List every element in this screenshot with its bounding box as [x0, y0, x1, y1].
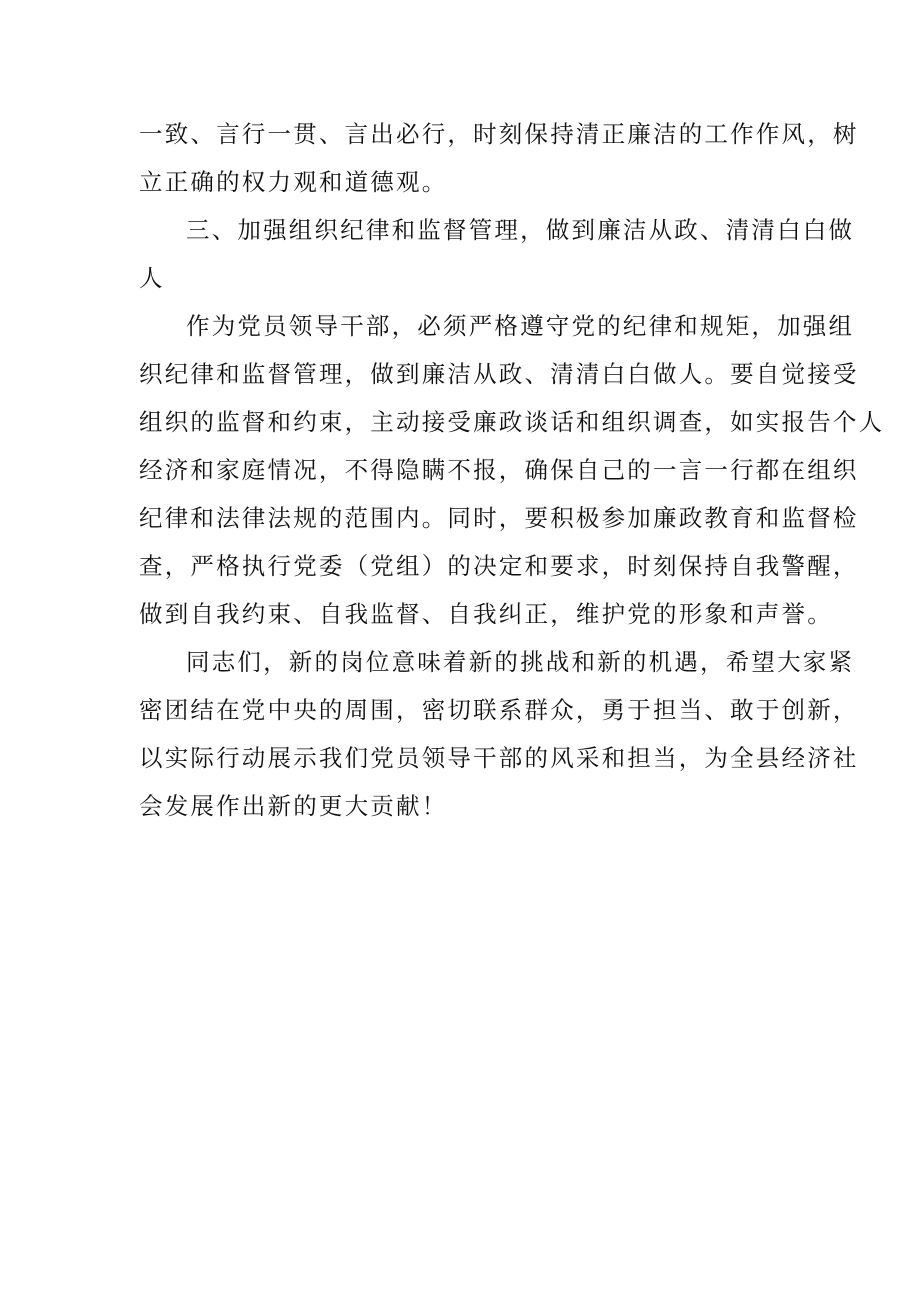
paragraph-line: 同志们，新的岗位意味着新的挑战和新的机遇，希望大家紧 [186, 648, 855, 676]
paragraph-line: 纪律和法律法规的范围内。同时，要积极参加廉政教育和监督检 [139, 504, 859, 532]
paragraph-line: 以实际行动展示我们党员领导干部的风采和担当，为全县经济社 [139, 744, 859, 772]
paragraph-line: 作为党员领导干部，必须严格遵守党的纪律和规矩，加强组 [186, 312, 855, 340]
paragraph-line: 密团结在党中央的周围，密切联系群众，勇于担当、敢于创新， [139, 696, 859, 724]
paragraph-line: 一致、言行一贯、言出必行，时刻保持清正廉洁的工作作风，树 [139, 120, 859, 148]
paragraph-line: 组织的监督和约束，主动接受廉政谈话和组织调查，如实报告个人 [139, 408, 885, 436]
paragraph-line: 织纪律和监督管理，做到廉洁从政、清清白白做人。要自觉接受 [139, 360, 859, 388]
paragraph-line: 经济和家庭情况，不得隐瞒不报，确保自己的一言一行都在组织 [139, 456, 859, 484]
paragraph-line: 会发展作出新的更大贡献！ [139, 792, 448, 820]
section-heading-line: 人 [139, 264, 165, 292]
section-heading-line: 三、加强组织纪律和监督管理，做到廉洁从政、清清白白做 [186, 216, 855, 244]
document-body [139, 110, 885, 830]
paragraph-line: 立正确的权力观和道德观。 [139, 168, 448, 196]
paragraph-line: 做到自我约束、自我监督、自我纠正，维护党的形象和声誉。 [139, 600, 833, 628]
paragraph-line: 查，严格执行党委（党组）的决定和要求，时刻保持自我警醒， [139, 552, 859, 580]
